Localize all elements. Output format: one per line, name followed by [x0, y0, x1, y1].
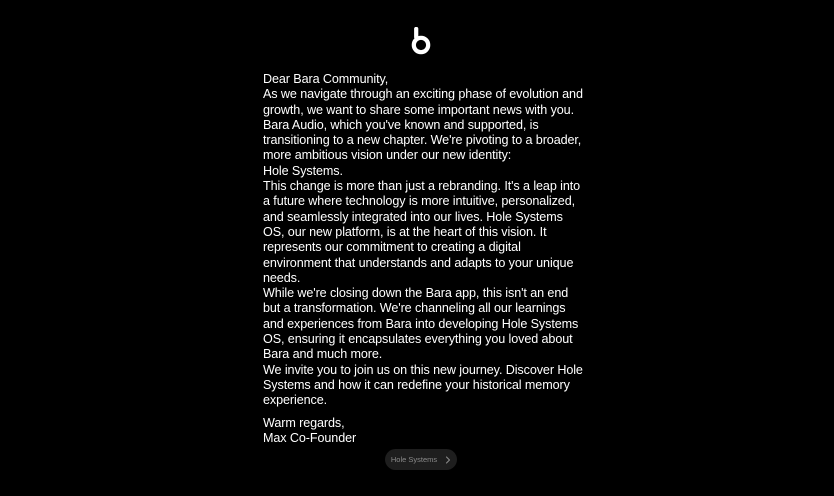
letter-greeting: Dear Bara Community,	[263, 72, 389, 86]
bara-logo-icon	[409, 27, 433, 55]
hole-systems-button[interactable]	[385, 449, 457, 470]
hole-systems-button-label: Hole Systems	[390, 455, 438, 464]
letter-signature: Max Co-Founder	[263, 430, 357, 445]
letter-paragraph: While we're closing down the Bara app, this isn't an end but a transformation. We're channeling all our learnings and experiences from Bara into developing Hole Systems OS, ensuring it encapsulates everything you loved about Bara and much more.	[263, 286, 579, 362]
letter-paragraph: Hole Systems.	[263, 163, 343, 178]
letter-spacer	[263, 409, 583, 416]
chevron-right-icon	[445, 456, 451, 464]
letter-paragraph: As we navigate through an exciting phase of evolution and growth, we want to share some important news with you. Bara Audio, which you've known and supported, is transitioning to a new chapter. We're pivoting to a broader, more ambitious vision under our new identity:	[263, 87, 583, 163]
letter-paragraph: This change is more than just a rebranding. It's a leap into a future where technology is more intuitive, personalized, and seamlessly integrated into our lives. Hole Systems OS, our new platform, is at the heart of this vision. It represents our commitment to creating a digital environment that understands and adapts to your unique needs.	[263, 179, 581, 285]
letter-paragraph: We invite you to join us on this new journey. Discover Hole Systems and how it can redefine your historical memory experience.	[263, 362, 583, 408]
letter-closing: Warm regards,	[263, 415, 345, 430]
letter-body	[263, 72, 583, 446]
